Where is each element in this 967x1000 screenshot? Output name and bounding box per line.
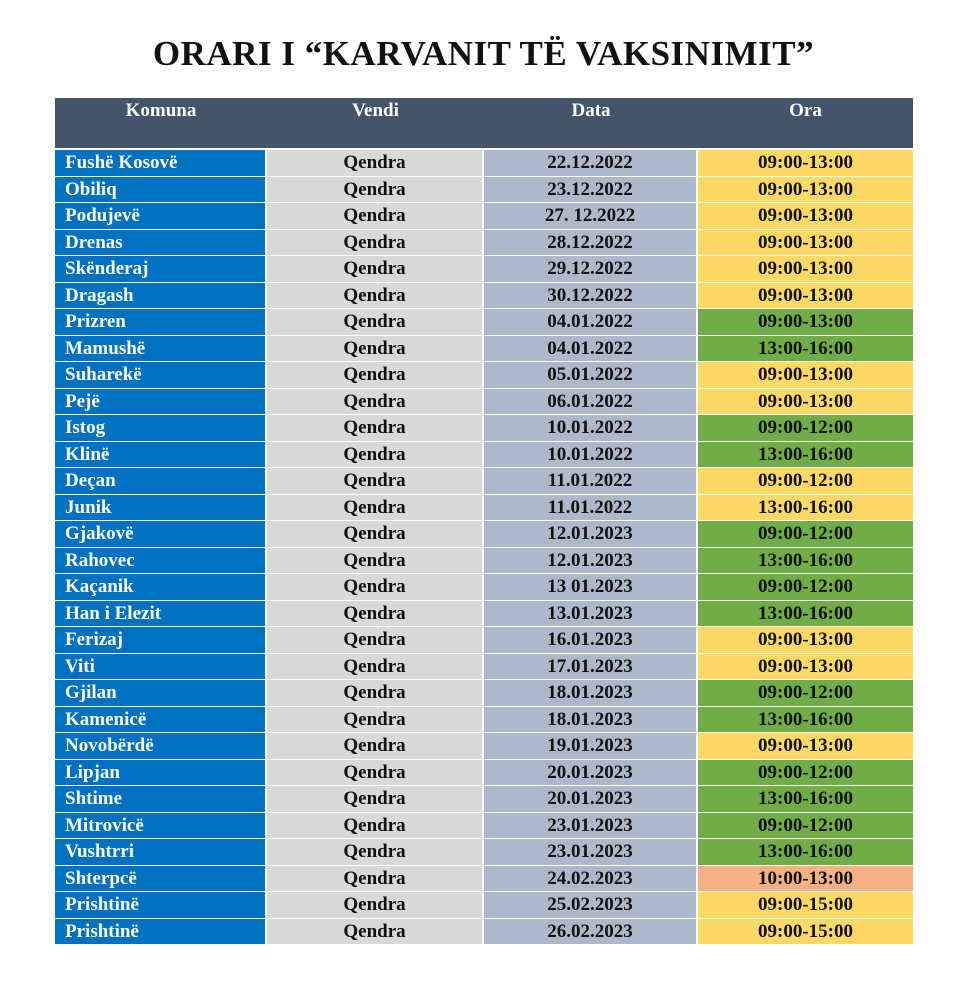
vendi-cell: Qendra <box>267 839 484 866</box>
komuna-cell: Vushtrri <box>55 839 267 866</box>
data-cell: 28.12.2022 <box>484 230 698 257</box>
vendi-cell: Qendra <box>267 362 484 389</box>
data-cell: 25.02.2023 <box>484 892 698 919</box>
table-row <box>55 760 913 787</box>
komuna-cell: Prishtinë <box>55 919 267 946</box>
vendi-cell: Qendra <box>267 495 484 522</box>
data-cell: 16.01.2023 <box>484 627 698 654</box>
table-header <box>55 98 913 148</box>
komuna-cell: Fushë Kosovë <box>55 150 267 177</box>
komuna-cell: Obiliq <box>55 177 267 204</box>
data-cell: 06.01.2022 <box>484 389 698 416</box>
komuna-cell: Drenas <box>55 230 267 257</box>
data-cell: 10.01.2022 <box>484 415 698 442</box>
komuna-cell: Han i Elezit <box>55 601 267 628</box>
vendi-cell: Qendra <box>267 574 484 601</box>
vendi-cell: Qendra <box>267 203 484 230</box>
data-cell: 12.01.2023 <box>484 548 698 575</box>
data-cell: 17.01.2023 <box>484 654 698 681</box>
vendi-cell: Qendra <box>267 415 484 442</box>
ora-cell: 13:00-16:00 <box>698 786 913 813</box>
komuna-cell: Junik <box>55 495 267 522</box>
ora-cell: 13:00-16:00 <box>698 442 913 469</box>
data-cell: 26.02.2023 <box>484 919 698 946</box>
vendi-cell: Qendra <box>267 150 484 177</box>
data-cell: 22.12.2022 <box>484 150 698 177</box>
vendi-cell: Qendra <box>267 601 484 628</box>
data-cell: 10.01.2022 <box>484 442 698 469</box>
vendi-cell: Qendra <box>267 680 484 707</box>
header-vendi: Vendi <box>352 100 399 121</box>
data-cell: 23.12.2022 <box>484 177 698 204</box>
data-cell: 04.01.2022 <box>484 336 698 363</box>
ora-cell: 09:00-13:00 <box>698 389 913 416</box>
table-row <box>55 548 913 575</box>
table-row <box>55 601 913 628</box>
data-cell: 11.01.2022 <box>484 495 698 522</box>
ora-cell: 09:00-15:00 <box>698 892 913 919</box>
data-cell: 13.01.2023 <box>484 601 698 628</box>
ora-cell: 09:00-12:00 <box>698 521 913 548</box>
data-cell: 20.01.2023 <box>484 760 698 787</box>
header-ora: Ora <box>789 100 822 121</box>
table-row <box>55 919 913 946</box>
komuna-cell: Prishtinë <box>55 892 267 919</box>
ora-cell: 13:00-16:00 <box>698 707 913 734</box>
data-cell: 30.12.2022 <box>484 283 698 310</box>
table-row <box>55 733 913 760</box>
komuna-cell: Shterpcë <box>55 866 267 893</box>
table-row <box>55 362 913 389</box>
vendi-cell: Qendra <box>267 309 484 336</box>
komuna-cell: Mitrovicë <box>55 813 267 840</box>
komuna-cell: Rahovec <box>55 548 267 575</box>
komuna-cell: Lipjan <box>55 760 267 787</box>
vendi-cell: Qendra <box>267 627 484 654</box>
vendi-cell: Qendra <box>267 468 484 495</box>
ora-cell: 09:00-13:00 <box>698 283 913 310</box>
ora-cell: 09:00-12:00 <box>698 574 913 601</box>
table-row <box>55 521 913 548</box>
ora-cell: 09:00-13:00 <box>698 177 913 204</box>
vendi-cell: Qendra <box>267 707 484 734</box>
ora-cell: 09:00-13:00 <box>698 627 913 654</box>
data-cell: 18.01.2023 <box>484 680 698 707</box>
komuna-cell: Prizren <box>55 309 267 336</box>
komuna-cell: Kamenicë <box>55 707 267 734</box>
ora-cell: 09:00-12:00 <box>698 680 913 707</box>
table-row <box>55 309 913 336</box>
ora-cell: 09:00-13:00 <box>698 230 913 257</box>
komuna-cell: Shtime <box>55 786 267 813</box>
ora-cell: 09:00-13:00 <box>698 733 913 760</box>
ora-cell: 13:00-16:00 <box>698 548 913 575</box>
ora-cell: 13:00-16:00 <box>698 495 913 522</box>
vendi-cell: Qendra <box>267 813 484 840</box>
ora-cell: 09:00-13:00 <box>698 203 913 230</box>
ora-cell: 09:00-13:00 <box>698 309 913 336</box>
table-row <box>55 442 913 469</box>
komuna-cell: Pejë <box>55 389 267 416</box>
ora-cell: 10:00-13:00 <box>698 866 913 893</box>
ora-cell: 09:00-13:00 <box>698 654 913 681</box>
vendi-cell: Qendra <box>267 389 484 416</box>
table-row <box>55 230 913 257</box>
vendi-cell: Qendra <box>267 230 484 257</box>
vendi-cell: Qendra <box>267 548 484 575</box>
data-cell: 29.12.2022 <box>484 256 698 283</box>
ora-cell: 09:00-12:00 <box>698 415 913 442</box>
komuna-cell: Deçan <box>55 468 267 495</box>
table-row <box>55 892 913 919</box>
ora-cell: 09:00-12:00 <box>698 760 913 787</box>
table-row <box>55 574 913 601</box>
vendi-cell: Qendra <box>267 177 484 204</box>
komuna-cell: Klinë <box>55 442 267 469</box>
vendi-cell: Qendra <box>267 866 484 893</box>
table-row <box>55 177 913 204</box>
table-row <box>55 283 913 310</box>
table-row <box>55 813 913 840</box>
komuna-cell: Skënderaj <box>55 256 267 283</box>
data-cell: 19.01.2023 <box>484 733 698 760</box>
table-row <box>55 680 913 707</box>
vendi-cell: Qendra <box>267 442 484 469</box>
ora-cell: 09:00-13:00 <box>698 256 913 283</box>
komuna-cell: Gjilan <box>55 680 267 707</box>
data-cell: 18.01.2023 <box>484 707 698 734</box>
table-row <box>55 654 913 681</box>
table-row <box>55 468 913 495</box>
data-cell: 13 01.2023 <box>484 574 698 601</box>
komuna-cell: Dragash <box>55 283 267 310</box>
vendi-cell: Qendra <box>267 521 484 548</box>
table-row <box>55 415 913 442</box>
vendi-cell: Qendra <box>267 760 484 787</box>
data-cell: 27. 12.2022 <box>484 203 698 230</box>
data-cell: 23.01.2023 <box>484 813 698 840</box>
data-cell: 12.01.2023 <box>484 521 698 548</box>
ora-cell: 09:00-13:00 <box>698 150 913 177</box>
table-row <box>55 203 913 230</box>
komuna-cell: Suharekë <box>55 362 267 389</box>
data-cell: 05.01.2022 <box>484 362 698 389</box>
ora-cell: 13:00-16:00 <box>698 601 913 628</box>
table-row <box>55 627 913 654</box>
vendi-cell: Qendra <box>267 256 484 283</box>
data-cell: 11.01.2022 <box>484 468 698 495</box>
komuna-cell: Istog <box>55 415 267 442</box>
ora-cell: 09:00-12:00 <box>698 813 913 840</box>
header-komuna: Komuna <box>125 100 197 121</box>
vendi-cell: Qendra <box>267 733 484 760</box>
table-row <box>55 786 913 813</box>
table-body <box>55 150 913 945</box>
komuna-cell: Kaçanik <box>55 574 267 601</box>
ora-cell: 13:00-16:00 <box>698 336 913 363</box>
ora-cell: 13:00-16:00 <box>698 839 913 866</box>
vendi-cell: Qendra <box>267 283 484 310</box>
table-row <box>55 389 913 416</box>
header-data: Data <box>571 100 611 121</box>
data-cell: 24.02.2023 <box>484 866 698 893</box>
ora-cell: 09:00-15:00 <box>698 919 913 946</box>
ora-cell: 09:00-12:00 <box>698 468 913 495</box>
table-row <box>55 866 913 893</box>
komuna-cell: Podujevë <box>55 203 267 230</box>
data-cell: 20.01.2023 <box>484 786 698 813</box>
page-title: ORARI I “KARVANIT TË VAKSINIMIT” <box>152 34 815 73</box>
table-row <box>55 707 913 734</box>
komuna-cell: Mamushë <box>55 336 267 363</box>
komuna-cell: Novobërdë <box>55 733 267 760</box>
vendi-cell: Qendra <box>267 786 484 813</box>
data-cell: 04.01.2022 <box>484 309 698 336</box>
vendi-cell: Qendra <box>267 892 484 919</box>
table-row <box>55 256 913 283</box>
vendi-cell: Qendra <box>267 654 484 681</box>
table-row <box>55 336 913 363</box>
vendi-cell: Qendra <box>267 336 484 363</box>
schedule-table <box>55 98 913 945</box>
komuna-cell: Viti <box>55 654 267 681</box>
komuna-cell: Ferizaj <box>55 627 267 654</box>
table-row <box>55 839 913 866</box>
table-row <box>55 495 913 522</box>
ora-cell: 09:00-13:00 <box>698 362 913 389</box>
data-cell: 23.01.2023 <box>484 839 698 866</box>
table-row <box>55 150 913 177</box>
komuna-cell: Gjakovë <box>55 521 267 548</box>
vendi-cell: Qendra <box>267 919 484 946</box>
